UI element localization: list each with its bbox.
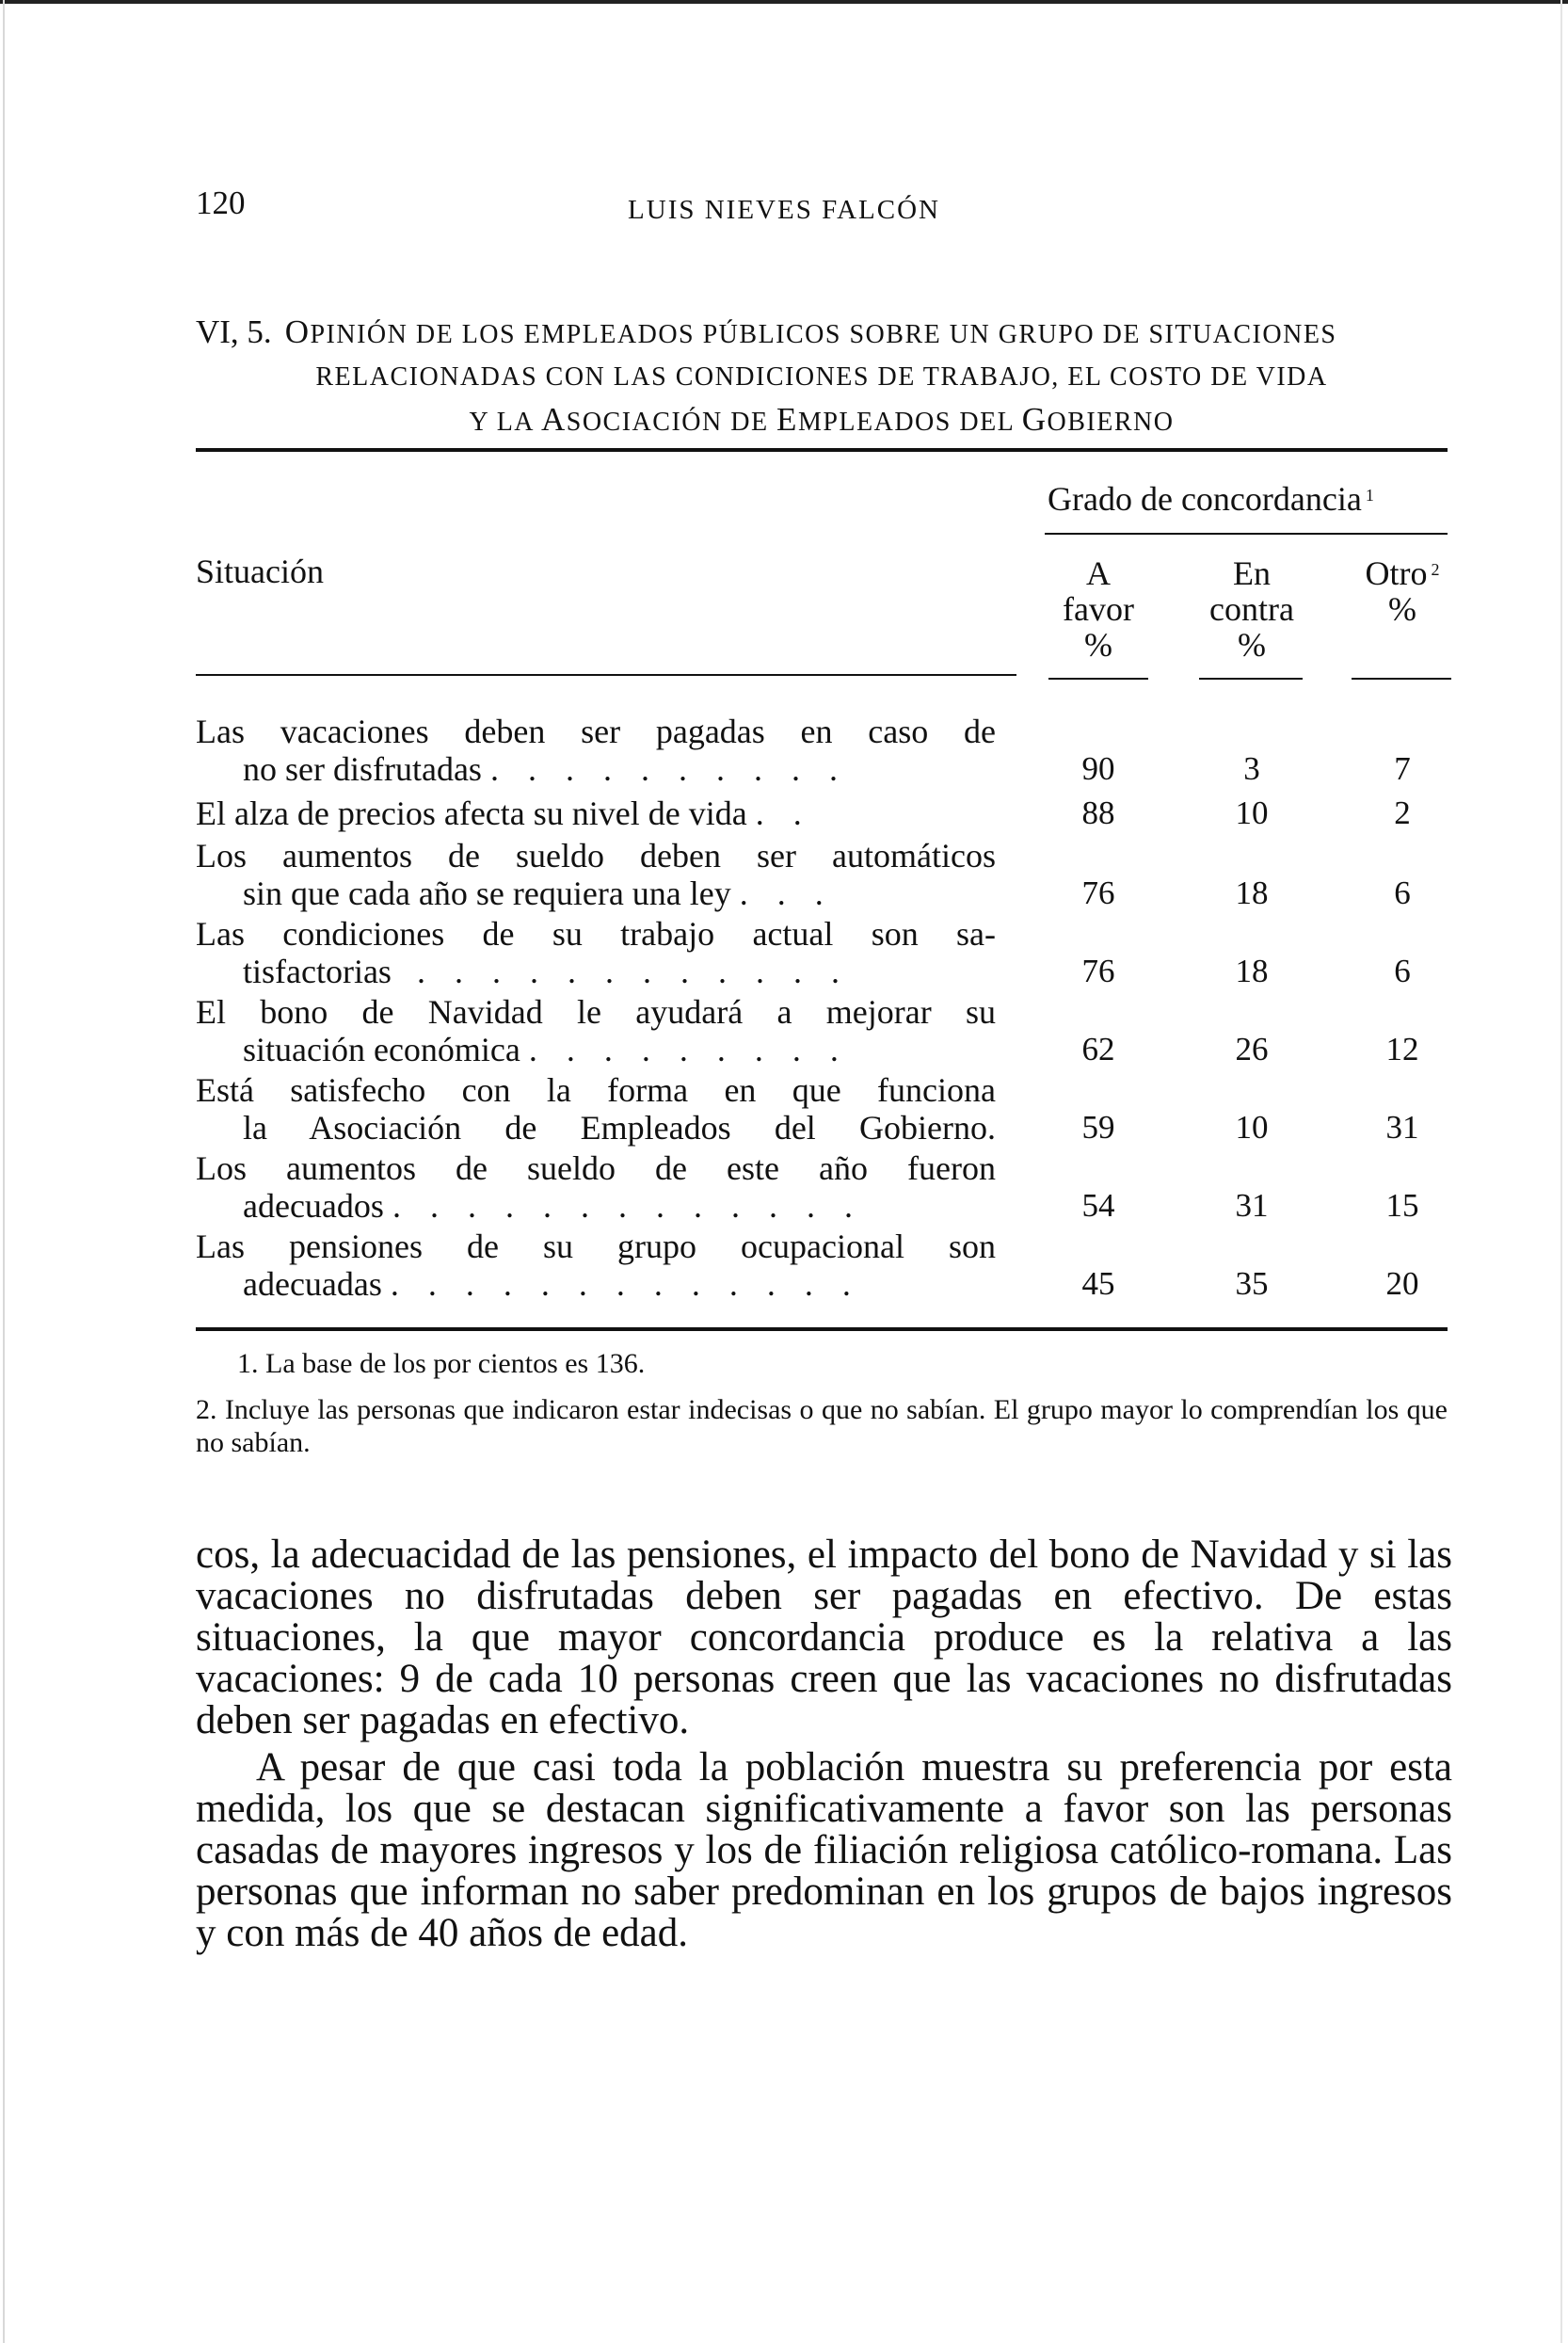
value-contra: 26 [1235,1031,1269,1067]
row-label-line-2 [243,953,996,990]
caption-line-2: RELACIONADAS CON LAS CONDICIONES DE TRABAJO, EL COSTO DE VIDA [315,362,1328,392]
column-header-otro [1327,555,1478,627]
scan-top-edge [0,0,1568,4]
value-favor: 76 [1081,875,1115,911]
col-contra-rule [1199,678,1303,680]
column-header-line: A [1086,554,1111,592]
column-header-favor [1023,555,1174,663]
column-header-line: contra [1209,590,1294,628]
value-otro: 12 [1385,1031,1419,1067]
leader-dots: . . . . . . . . . [528,1031,849,1068]
value-contra: 18 [1235,953,1269,989]
column-header-contra [1176,555,1327,663]
column-header-line: % [1388,590,1416,628]
row-label-line-1: Los aumentos de sueldo deben ser automáticos [196,837,996,875]
value-otro: 6 [1394,875,1411,911]
column-header-line: % [1084,626,1112,664]
row-label-text: adecuadas [243,1265,382,1303]
leader-dots: . . . . . . . . . . . . [416,953,850,990]
value-favor: 90 [1081,750,1115,787]
row-label-text: El alza de precios afecta su nivel de vida [196,794,747,832]
value-contra: 3 [1243,750,1260,787]
table-bottom-rule [196,1327,1448,1331]
row-label-line-2 [243,1265,996,1303]
page-number: 120 [196,185,246,221]
header-group-note: 1 [1365,486,1374,505]
value-favor: 59 [1081,1109,1115,1146]
row-header-rule [196,674,1016,676]
row-label-line-2 [243,1031,996,1068]
row-label-text: tisfactorias [243,953,392,990]
body-text [196,1534,1452,1954]
caption-text-1: OPINIÓN DE LOS EMPLEADOS PÚBLICOS SOBRE UN GRUPO DE SITUACIONES [284,313,1337,350]
table-footnotes [196,1347,1448,1472]
value-contra: 18 [1235,875,1269,911]
header-situacion: Situación [196,553,324,590]
value-otro: 20 [1385,1265,1419,1302]
header-grado-de-concordancia [1048,480,1374,518]
row-label-line-1: Las condiciones de su trabajo actual son sa- [196,915,996,953]
value-contra: 10 [1235,1109,1269,1146]
row-label-line-1: Está satisfecho con la forma en que funciona [196,1071,996,1109]
group-header-rule [1045,533,1448,535]
column-header-line: En [1233,554,1271,592]
value-contra: 10 [1235,794,1269,831]
row-label-line-1 [196,794,996,832]
row-label-line-1: Los aumentos de sueldo de este año fueron [196,1149,996,1187]
leader-dots: . . . . . . . . . . . . . [390,1265,861,1303]
row-label-text: situación económica [243,1031,520,1068]
paragraph-1: cos, la adecuacidad de las pensiones, el impacto del bono de Navidad y si las vacaciones no disfrutadas deben ser pagadas en efectivo. De estas situaciones, la que mayor concordancia produce es la relativa a las vacaciones: 9 de cada 10 personas creen que las vacaciones no disfrutadas deben ser pagadas en efectivo. [196,1533,1452,1742]
footnote-2: 2. Incluye las personas que indicaron estar indecisas o que no sabían. El grupo mayor lo comprendían los que no sabían. [196,1394,1448,1458]
leader-dots: . . . [739,875,834,912]
value-otro: 31 [1385,1109,1419,1146]
column-header-line: % [1238,626,1266,664]
col-otro-rule [1352,678,1451,680]
column-header-otro-note: 2 [1431,560,1440,579]
value-favor: 54 [1081,1187,1115,1224]
table-top-rule [196,448,1448,452]
column-header-line [1327,555,1478,591]
leader-dots: . . [755,794,812,832]
caption-line-1 [196,311,1448,356]
running-head: LUIS NIEVES FALCÓN [628,195,940,225]
row-label-text: adecuados [243,1187,384,1225]
row-label-text: no ser disfrutadas [243,750,482,788]
value-otro: 6 [1394,953,1411,989]
value-contra: 35 [1235,1265,1269,1302]
value-favor: 88 [1081,794,1115,831]
value-contra: 31 [1235,1187,1269,1224]
value-favor: 62 [1081,1031,1115,1067]
row-label-line-1: El bono de Navidad le ayudará a mejorar su [196,993,996,1031]
table-caption [196,311,1448,443]
row-label-line-1: Las vacaciones deben ser pagadas en caso de [196,713,996,750]
row-label-line-2 [243,875,996,912]
column-header-line: favor [1063,590,1134,628]
leader-dots: . . . . . . . . . . [489,750,848,788]
row-label-text: sin que cada año se requiera una ley [243,875,731,912]
column-header-otro-label: Otro [1365,554,1428,592]
row-label-line-2 [243,1187,996,1225]
footnote-1: 1. La base de los por cientos es 136. [237,1348,646,1379]
value-otro: 7 [1394,750,1411,787]
leader-dots: . . . . . . . . . . . . . [392,1187,863,1225]
scan-left-edge [3,0,5,2343]
paragraph-2: A pesar de que casi toda la población muestra su preferencia por esta medida, los que se destacan significativamente a favor son las personas casadas de mayores ingresos y los de filiación religiosa católico-romana. Las personas que informan no saber predominan en los grupos de bajos ingresos y con más de 40 años de edad. [196,1745,1452,1955]
scan-right-edge [1560,0,1562,2343]
row-label-line-2: la Asociación de Empleados del Gobierno. [243,1109,996,1147]
caption-line-3: Y LA ASOCIACIÓN DE EMPLEADOS DEL GOBIERNO [469,401,1175,438]
value-favor: 76 [1081,953,1115,989]
value-otro: 15 [1385,1187,1419,1224]
col-favor-rule [1048,678,1148,680]
row-label-line-1: Las pensiones de su grupo ocupacional son [196,1228,996,1265]
value-otro: 2 [1394,794,1411,831]
header-group-text: Grado de concordancia [1048,480,1362,518]
table-number: VI, 5. [196,313,272,350]
row-label-line-2 [243,750,996,788]
value-favor: 45 [1081,1265,1115,1302]
